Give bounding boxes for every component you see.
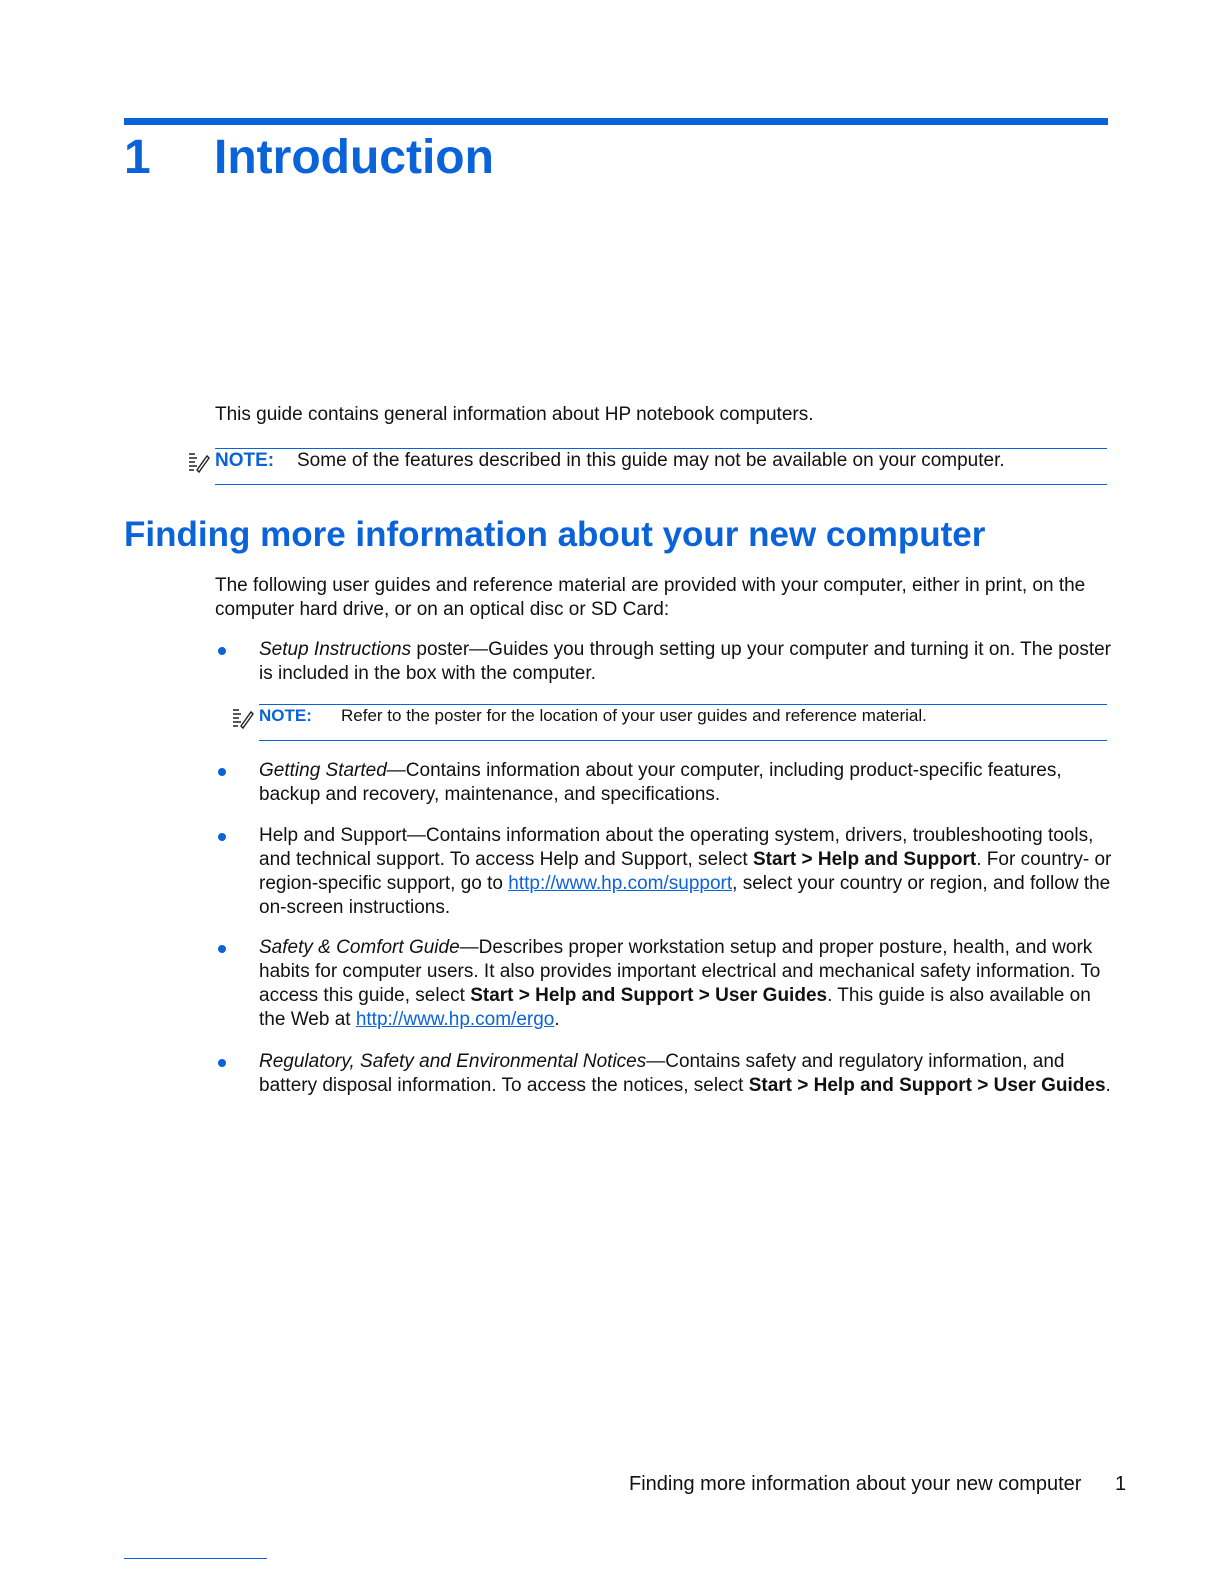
bullet-dot (218, 833, 226, 841)
item-text: poster—Guides you through setting up your computer and turning it on. The poster is included in the box with the computer. (259, 639, 1111, 684)
note-label: NOTE: (259, 706, 312, 725)
page-number: 1 (1115, 1473, 1127, 1495)
menu-path: Start > Help and Support > User Guides (470, 985, 828, 1006)
chapter-title: Introduction (214, 131, 494, 184)
list-item (259, 824, 1119, 920)
note-box (215, 448, 1107, 485)
note-text: Refer to the poster for the location of your user guides and reference material. (341, 706, 927, 725)
section-title: Finding more information about your new computer (124, 515, 986, 554)
ergo-link[interactable]: http://www.hp.com/ergo (355, 1009, 555, 1030)
intro-text: This guide contains general information about HP notebook computers. (215, 404, 814, 425)
support-link[interactable]: http://www.hp.com/support (508, 873, 733, 894)
item-title: Setup Instructions (259, 639, 412, 660)
item-title: Regulatory, Safety and Environmental Notices (259, 1051, 647, 1072)
item-text: —Contains information about your computer, including product-specific features, backup and recovery, maintenance, and specifications. (259, 760, 1062, 805)
footer-title: Finding more information about your new computer (629, 1473, 1082, 1495)
list-item (259, 936, 1119, 1032)
item-text: —Contains safety and regulatory information, and battery disposal information. To access the notices, select (259, 1051, 1065, 1096)
bullet-dot (218, 1059, 226, 1067)
note-icon (187, 450, 211, 474)
item-text: , select your country or region, and follow the on-screen instructions. (259, 873, 1111, 918)
item-text: . (1105, 1075, 1111, 1096)
menu-path: Start > Help and Support > User Guides (748, 1075, 1106, 1096)
menu-path: Start > Help and Support (752, 849, 977, 870)
list-item (259, 638, 1119, 686)
item-text: . This guide is also available on the Web at (259, 985, 1091, 1030)
item-text: . For country- or region-specific support, go to (259, 849, 1112, 894)
item-text: Help and Support—Contains information about the operating system, drivers, troubleshooting tools, and technical support. To access Help and Support, select (259, 825, 1094, 870)
note-icon (231, 706, 255, 730)
bullet-dot (218, 647, 226, 655)
bullet-dot (218, 768, 226, 776)
chapter-rule (124, 118, 1108, 125)
note-box (259, 704, 1107, 741)
section-intro: The following user guides and reference material are provided with your computer, either in print, on the computer hard drive, or on an optical disc or SD Card: (215, 575, 1086, 620)
item-text: . (554, 1009, 560, 1030)
note-label: NOTE: (215, 450, 275, 471)
note-text: Some of the features described in this guide may not be available on your computer. (297, 450, 1005, 471)
item-title: Safety & Comfort Guide (259, 937, 460, 958)
item-text: —Describes proper workstation setup and proper posture, health, and work habits for computer users. It also provides important electrical and mechanical safety information. To access this guide, select (259, 937, 1101, 1006)
list-item (259, 759, 1119, 807)
item-title: Getting Started (259, 760, 387, 781)
footer-rule (124, 1558, 267, 1559)
chapter-number: 1 (124, 131, 151, 184)
bullet-dot (218, 945, 226, 953)
list-item (259, 1050, 1119, 1098)
